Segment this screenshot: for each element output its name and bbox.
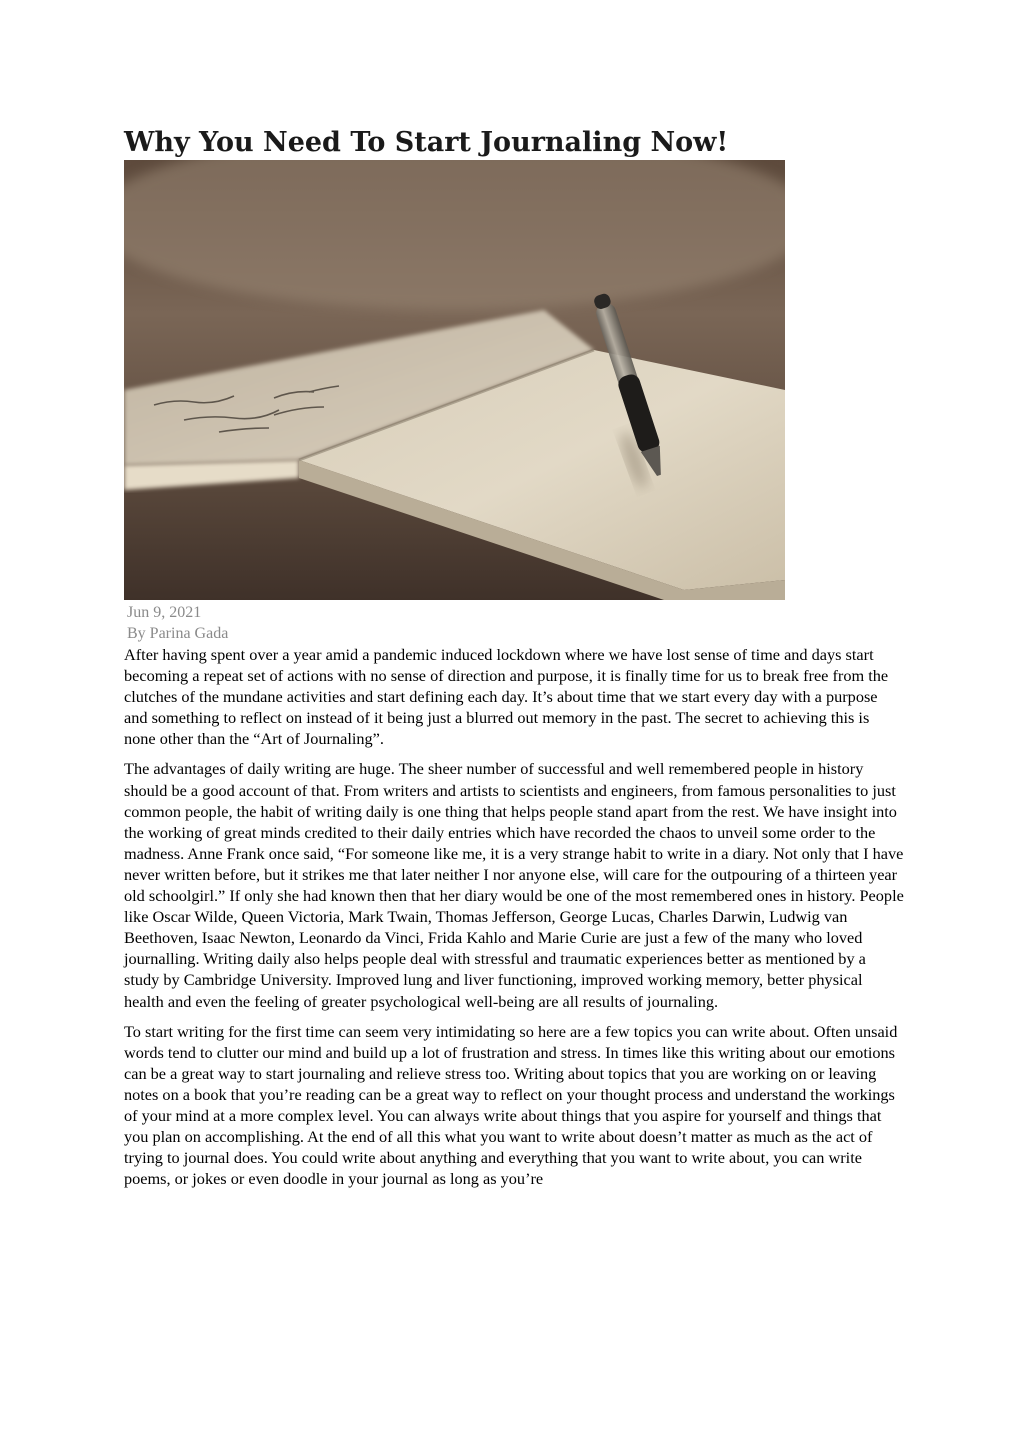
body-paragraph-2: The advantages of daily writing are huge. The sheer number of successful and well remembered people in history should be a good account of that. From writers and artists to scientists and engineers, from famous personalities to just common people, the habit of writing daily is one thing that helps people stand apart from the rest. We have insight into the working of great minds credited to their daily entries which have recorded the chaos to unveil some order to the madness. Anne Frank once said, “For someone like me, it is a very strange habit to write in a diary. Not only that I have never written before, but it strikes me that later neither I nor anyone else, will care for the outpouring of a thirteen year old schoolgirl.” If only she had known then that her diary would be one of the most remembered ones in history. People like Oscar Wilde, Queen Victoria, Mark Twain, Thomas Jefferson, George Lucas, Charles Darwin, Ludwig van Beethoven, Isaac Newton, Leonardo da Vinci, Frida Kahlo and Marie Curie are just a few of the many who loved journalling. Writing daily also helps people deal with stressful and traumatic experiences better as mentioned by a study by Cambridge University. Improved lung and liver functioning, improved working memory, better physical health and even the feeling of greater psychological well-being are all results of journaling. [124, 759, 904, 1011]
body-paragraph-1: After having spent over a year amid a pandemic induced lockdown where we have lost sense of time and days start becoming a repeat set of actions with no sense of direction and purpose, it is finally time for us to break free from the clutches of the mundane activities and start defining each day. It’s about time that we start every day with a purpose and something to reflect on instead of it being just a blurred out memory in the past. The secret to achieving this is none other than the “Art of Journaling”. [124, 645, 889, 749]
body-paragraph-3: To start writing for the first time can seem very intimidating so here are a few topics you can write about. Often unsaid words tend to clutter our mind and build up a lot of frustration and stress. In times like this writing about our emotions can be a great way to start journaling and relieve stress too. Writing about topics that you are working on or leaving notes on a book that you’re reading can be a great way to reflect on your thought process and understand the workings of your mind at a more complex level. You can always write about things that you aspire for yourself and things that you plan on accomplishing. At the end of all this what you want to write about doesn’t matter as much as the act of trying to journal does. You could write about anything and everything that you want to write about, you can write poems, or jokes or even doodle in your journal as long as you’re [124, 1021, 898, 1189]
hero-image-notebook-pen [124, 160, 785, 600]
author-byline: By Parina Gada [127, 625, 229, 642]
article-meta [124, 602, 904, 644]
article [124, 126, 904, 1198]
publish-date: Jun 9, 2021 [127, 604, 202, 621]
article-title: Why You Need To Start Journaling Now! [124, 127, 729, 158]
